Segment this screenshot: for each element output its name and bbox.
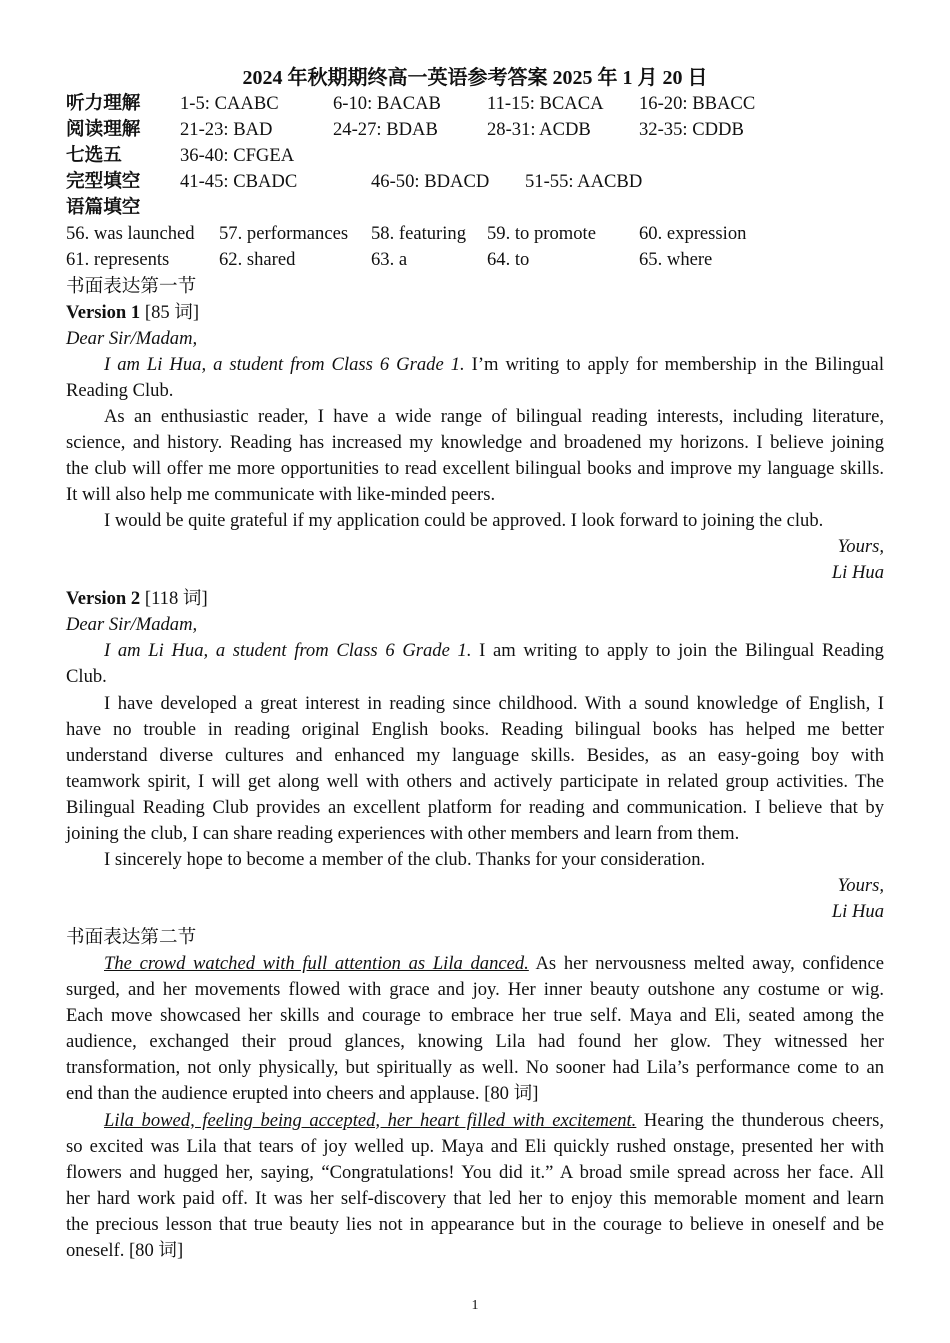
fill-answer: 56. was launched bbox=[66, 223, 195, 245]
writing-part2-heading: 书面表达第二节 bbox=[66, 927, 197, 949]
page-title: 2024 年秋期期终高一英语参考答案 2025 年 1 月 20 日 bbox=[242, 67, 708, 89]
fill-answer: 59. to promote bbox=[487, 223, 596, 245]
signature: Li Hua bbox=[831, 901, 884, 922]
answer-group: 41-45: CBADC bbox=[180, 171, 298, 193]
intro-sentence: I am Li Hua, a student from Class 6 Grade 1. bbox=[104, 640, 472, 662]
writing-part1-heading: 书面表达第一节 bbox=[66, 275, 197, 297]
answer-group: 24-27: BDAB bbox=[333, 119, 438, 141]
story-line: oneself. [80 词] bbox=[66, 1239, 184, 1261]
section-label: 听力理解 bbox=[66, 93, 141, 115]
answer-row-reading bbox=[66, 117, 884, 143]
answer-group: 11-15: BCACA bbox=[487, 93, 604, 115]
letter-line bbox=[66, 352, 884, 378]
letter-line: joining the club, I can share reading experiences with other members and learn from them. bbox=[66, 822, 740, 844]
grammar-fill-row-1 bbox=[66, 221, 884, 247]
letter-line: As an enthusiastic reader, I have a wide range of bilingual reading interests, including literature, bbox=[104, 405, 884, 427]
given-opening-sentence: Lila bowed, feeling being accepted, her heart filled with excitement. bbox=[104, 1109, 637, 1131]
story-line bbox=[66, 951, 884, 977]
letter-closing: I sincerely hope to become a member of the club. Thanks for your consideration. bbox=[104, 848, 706, 870]
story-line: flowers and hugged her, saying, “Congratulations! You did it.” A broad smile spread across her face. All bbox=[66, 1161, 884, 1183]
fill-answer: 57. performances bbox=[219, 223, 349, 245]
fill-answer: 62. shared bbox=[219, 249, 296, 271]
fill-answer: 58. featuring bbox=[371, 223, 467, 245]
answer-group: 6-10: BACAB bbox=[333, 93, 441, 115]
intro-sentence: I am Li Hua, a student from Class 6 Grade 1. bbox=[104, 353, 465, 375]
letter-line: teamwork spirit, I will get along well with others and actively participate in related group activities. The bbox=[66, 770, 884, 792]
letter-line: I have developed a great interest in reading since childhood. With a sound knowledge of English, I bbox=[104, 692, 884, 714]
answer-group: 36-40: CFGEA bbox=[180, 145, 295, 167]
letter-line bbox=[66, 638, 884, 664]
answer-group: 32-35: CDDB bbox=[639, 119, 744, 141]
section-label: 阅读理解 bbox=[66, 119, 141, 141]
answer-group: 51-55: AACBD bbox=[525, 171, 643, 193]
version-label: Version 2 bbox=[66, 588, 141, 610]
story-line: end than the audience erupted into cheers and applause. [80 词] bbox=[66, 1083, 539, 1105]
letter-line: science, and history. Reading has increased my knowledge and broadened my horizons. I believe joining bbox=[66, 431, 884, 453]
fill-answer: 65. where bbox=[639, 249, 713, 271]
word-count: [85 词] bbox=[144, 301, 200, 323]
grammar-fill-row-2 bbox=[66, 247, 884, 273]
given-opening-sentence: The crowd watched with full attention as Lila danced. bbox=[104, 953, 529, 975]
story-line: surged, and her movements flowed with grace and joy. Her inner beauty outshone any costume or wig. bbox=[66, 979, 884, 1001]
story-line: the precious lesson that true beauty lies not in appearance but in the courage to believe in oneself and be bbox=[66, 1213, 884, 1235]
salutation: Dear Sir/Madam, bbox=[66, 327, 198, 349]
story-line: her hard work paid off. It was her self-discovery that led her to enjoy this memorable moment and learn bbox=[66, 1187, 884, 1209]
version1-header bbox=[66, 300, 884, 326]
letter-line: Reading Club. bbox=[66, 379, 174, 401]
story-line bbox=[66, 1108, 884, 1134]
salutation: Dear Sir/Madam, bbox=[66, 614, 198, 636]
story-line: audience, exchanged their proud glances, knowing Lila had found her glow. They witnessed her bbox=[66, 1031, 884, 1053]
text-run: As her nervousness melted away, confidence bbox=[535, 953, 884, 975]
letter-line: Club. bbox=[66, 666, 107, 688]
answer-row-listening bbox=[66, 91, 884, 117]
answer-row-seven-choose-five bbox=[66, 143, 884, 169]
letter-line: Bilingual Reading Club provides an excellent platform for reading and communication. I believe that by bbox=[66, 796, 884, 818]
page-content bbox=[66, 65, 884, 1264]
answer-group: 21-23: BAD bbox=[180, 119, 273, 141]
text-run: Hearing the thunderous cheers, bbox=[643, 1109, 884, 1131]
fill-answer: 63. a bbox=[371, 249, 408, 271]
section-label: 七选五 bbox=[66, 145, 122, 167]
answer-group: 46-50: BDACD bbox=[371, 171, 490, 193]
text-run: I am writing to apply to join the Bilingual Reading bbox=[479, 640, 884, 662]
sign-off: Yours, bbox=[837, 536, 884, 558]
fill-answer: 60. expression bbox=[639, 223, 747, 245]
fill-answer: 64. to bbox=[487, 249, 530, 271]
story-line: Each move showcased her skills and courage to embrace her true self. Maya and Eli, seated among the bbox=[66, 1005, 884, 1027]
text-run: I’m writing to apply for membership in the Bilingual bbox=[471, 353, 884, 375]
section-label: 完型填空 bbox=[66, 171, 141, 193]
word-count: [118 词] bbox=[144, 588, 208, 610]
letter-line: It will also help me communicate with like-minded peers. bbox=[66, 484, 496, 505]
story-line: transformation, not only physically, but spiritually as well. No sooner had Lila’s performance come to an bbox=[66, 1057, 884, 1079]
version-label: Version 1 bbox=[66, 301, 141, 323]
page-number: 1 bbox=[471, 1298, 479, 1313]
version2-header bbox=[66, 586, 884, 612]
signature: Li Hua bbox=[831, 562, 884, 584]
letter-line: understand diverse cultures and enhanced my language skills. Besides, as an easy-going boy with bbox=[66, 744, 884, 766]
answer-group: 28-31: ACDB bbox=[487, 119, 591, 141]
answer-row-grammar-fill-label bbox=[66, 195, 884, 221]
story-line: so excited was Lila that tears of joy welled up. Maya and Eli quickly rushed onstage, presented her with bbox=[66, 1135, 884, 1157]
letter-line: the club will offer me more opportunities to read excellent bilingual books and improve my language skills. bbox=[66, 457, 884, 479]
fill-answer: 61. represents bbox=[66, 249, 170, 271]
letter-line: have no trouble in reading original English books. Reading bilingual books has helped me better bbox=[66, 718, 884, 740]
answer-row-cloze bbox=[66, 169, 884, 195]
answer-group: 1-5: CAABC bbox=[180, 93, 279, 115]
answer-group: 16-20: BBACC bbox=[639, 93, 756, 115]
sign-off: Yours, bbox=[837, 874, 884, 896]
section-label: 语篇填空 bbox=[66, 197, 141, 219]
letter-closing: I would be quite grateful if my application could be approved. I look forward to joining the club. bbox=[104, 510, 824, 532]
